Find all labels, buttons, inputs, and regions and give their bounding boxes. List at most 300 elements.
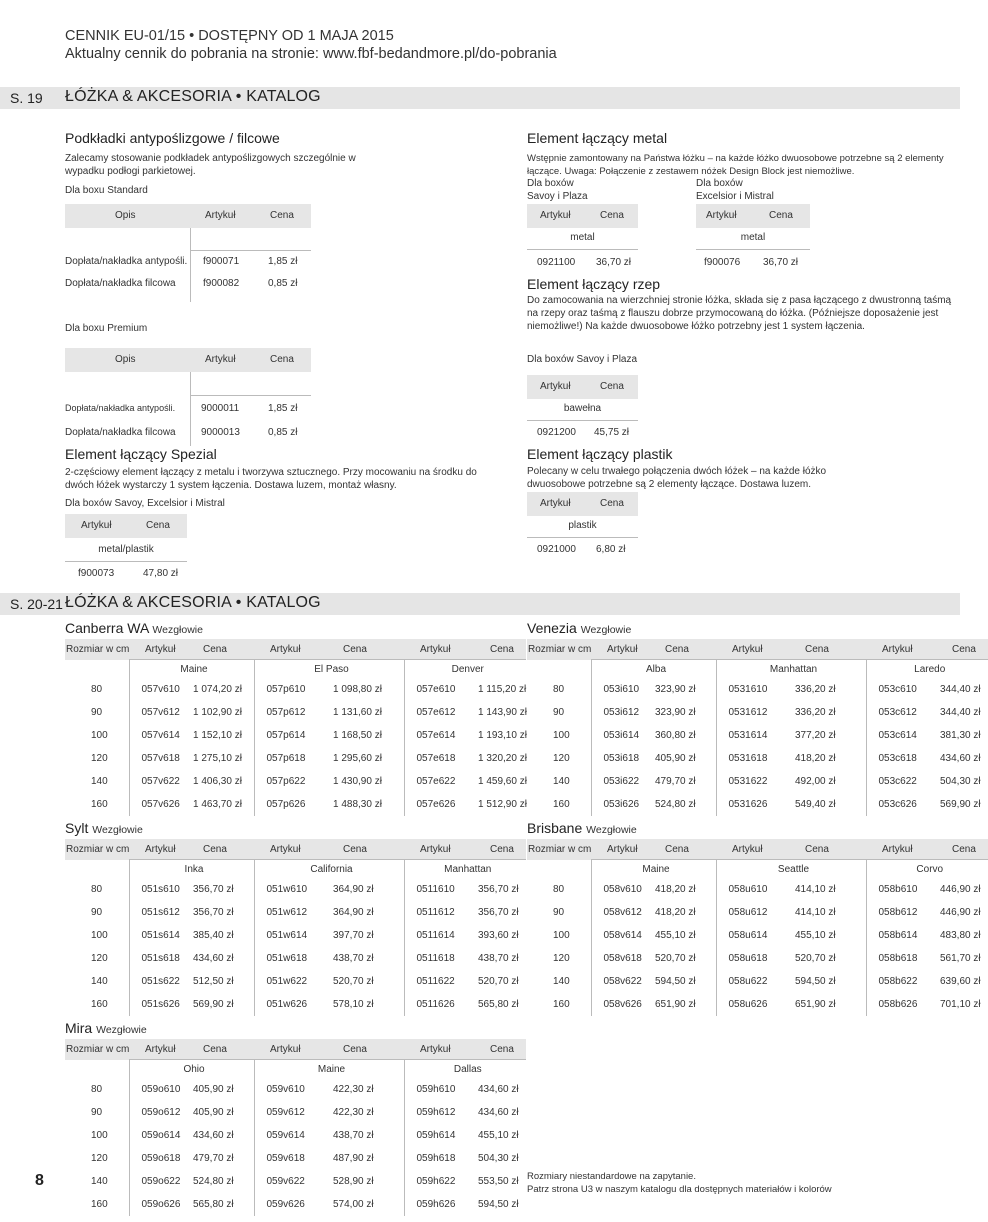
model-name: Denver [404, 660, 526, 679]
col-artykul: Artykuł [205, 210, 236, 221]
article-cell: 058v626 [591, 993, 651, 1016]
price-cell: 405,90 zł [193, 1084, 234, 1095]
size-cell: 80 [91, 884, 103, 895]
article-cell: 053c626 [866, 793, 938, 816]
price-cell: 455,10 zł [795, 930, 836, 941]
spezial-desc: 2-częściowy element łączący z metalu i tworzywa sztucznego. Przy mocowaniu na środku do dwóch łóżek wystarczy 1 system łączenia. Dostawa luzem, montaż własny. [65, 467, 477, 491]
col-artykul: Artykuł [404, 639, 476, 660]
article-cell: 058u610 [716, 878, 791, 901]
spezial-for: Dla boxów Savoy, Excelsior i Mistral [65, 498, 225, 509]
article-cell: 057p622 [254, 770, 329, 793]
price-cell: 574,00 zł [333, 1199, 374, 1210]
article-cell: 0531622 [716, 770, 791, 793]
model-name: Maine [254, 1060, 404, 1079]
article-cell: 057e626 [404, 793, 476, 816]
metal-right-header [696, 204, 810, 228]
plastik-material: plastik [568, 520, 597, 531]
price-cell: 446,90 zł [940, 884, 981, 895]
table-header-row [65, 839, 526, 860]
col-artykul: Artykuł [591, 639, 651, 660]
metal-right-art: f900076 [704, 257, 741, 268]
col-cena: Cena [938, 839, 988, 860]
article-cell: 053i610 [591, 678, 651, 701]
size-cell: 100 [91, 730, 108, 741]
article-cell: 059h618 [404, 1147, 476, 1170]
price-cell: 446,90 zł [940, 907, 981, 918]
divider [527, 420, 638, 421]
size-cell: 100 [91, 930, 108, 941]
price-cell: 336,20 zł [795, 684, 836, 695]
metal-left-label-2: Savoy i Plaza [527, 191, 588, 202]
divider [190, 395, 311, 396]
article-cell: 057v626 [129, 793, 189, 816]
price-cell: 1 488,30 zł [333, 799, 382, 810]
article-cell: 0531614 [716, 724, 791, 747]
size-cell: 140 [91, 776, 108, 787]
col-cena: Cena [600, 210, 624, 221]
article-cell: 059v626 [254, 1193, 329, 1216]
metal-left-material: metal [570, 232, 595, 243]
table-name: Canberra WA [65, 620, 149, 636]
price-cell: 520,70 zł [795, 953, 836, 964]
model-row [65, 860, 526, 879]
article-cell: 051w610 [254, 878, 329, 901]
empty-cell [65, 860, 129, 879]
col-artykul: Artykuł [540, 498, 571, 509]
article-cell: 059o610 [129, 1078, 189, 1101]
table-subtitle: Wezgłowie [92, 824, 143, 836]
price-cell: 356,70 zł [478, 907, 519, 918]
price-cell: 418,20 zł [655, 907, 696, 918]
price-cell: 565,80 zł [478, 999, 519, 1010]
price-cell: 512,50 zł [193, 976, 234, 987]
footnote-line-1: Rozmiary niestandardowe na zapytanie. [527, 1171, 696, 1182]
col-cena: Cena [791, 839, 866, 860]
table-title [65, 1020, 147, 1036]
table-row [65, 1124, 526, 1147]
col-artykul: Artykuł [540, 381, 571, 392]
size-cell: 80 [91, 1084, 103, 1095]
model-row [65, 1060, 526, 1079]
table-row [527, 701, 988, 724]
size-cell: 160 [91, 799, 108, 810]
premium-table-header [65, 348, 311, 372]
table-row [527, 770, 988, 793]
rzep-title: Element łączący rzep [527, 276, 661, 292]
table-row [527, 747, 988, 770]
price-table [65, 1039, 526, 1216]
table-row [65, 1147, 526, 1170]
premium-row-1-art: 9000011 [201, 403, 240, 414]
table-row [65, 993, 526, 1016]
price-cell: 594,50 zł [655, 976, 696, 987]
standard-row-2-opis: Dopłata/nakładka filcowa [65, 278, 176, 289]
article-cell: 059o622 [129, 1170, 189, 1193]
spezial-material: metal/plastik [98, 544, 154, 555]
section-title: ŁÓŻKA & AKCESORIA • KATALOG [65, 594, 321, 611]
model-name: Seattle [716, 860, 866, 879]
price-cell: 418,20 zł [795, 753, 836, 764]
price-cell: 520,70 zł [333, 976, 374, 987]
price-cell: 1 406,30 zł [193, 776, 242, 787]
col-cena: Cena [769, 210, 793, 221]
premium-row-1-opis: Dopłata/nakładka antypośli. [65, 403, 176, 413]
price-table [527, 639, 988, 816]
empty-cell [65, 660, 129, 679]
col-artykul: Artykuł [716, 839, 791, 860]
col-cena: Cena [189, 639, 254, 660]
col-cena: Cena [329, 639, 404, 660]
price-cell: 528,90 zł [333, 1176, 374, 1187]
col-artykul: Artykuł [205, 354, 236, 365]
price-cell: 504,30 zł [478, 1153, 519, 1164]
col-cena: Cena [938, 639, 988, 660]
article-cell: 058b614 [866, 924, 938, 947]
article-cell: 057v610 [129, 678, 189, 701]
price-cell: 323,90 zł [655, 684, 696, 695]
rzep-for: Dla boxów Savoy i Plaza [527, 354, 638, 365]
article-cell: 059v614 [254, 1124, 329, 1147]
article-cell: 051w618 [254, 947, 329, 970]
price-cell: 434,60 zł [193, 1130, 234, 1141]
size-cell: 140 [91, 1176, 108, 1187]
size-cell: 80 [553, 884, 565, 895]
price-cell: 434,60 zł [193, 953, 234, 964]
price-cell: 1 098,80 zł [333, 684, 382, 695]
price-cell: 438,70 zł [478, 953, 519, 964]
premium-row-2-art: 9000013 [201, 427, 240, 438]
table-header-row [527, 639, 988, 660]
col-cena: Cena [476, 839, 526, 860]
spezial-table-header [65, 514, 187, 538]
price-cell: 1 115,20 zł [478, 684, 527, 695]
article-cell: 051s626 [129, 993, 189, 1016]
price-cell: 434,60 zł [478, 1107, 519, 1118]
price-cell: 492,00 zł [795, 776, 836, 787]
table-title [527, 820, 637, 836]
price-cell: 1 463,70 zł [193, 799, 242, 810]
price-cell: 344,40 zł [940, 684, 981, 695]
col-cena: Cena [189, 1039, 254, 1060]
price-cell: 364,90 zł [333, 907, 374, 918]
article-cell: 059o614 [129, 1124, 189, 1147]
table-header-row [65, 639, 526, 660]
size-cell: 100 [553, 730, 570, 741]
plastik-desc: Polecany w celu trwałego połączenia dwóch łóżek – na każde łóżko dwuosobowe potrzebne są 2 elementy łączące. Dostawa luzem. [527, 466, 827, 490]
table-name: Sylt [65, 820, 89, 836]
footnote [527, 1170, 832, 1196]
col-artykul: Artykuł [404, 839, 476, 860]
price-cell: 414,10 zł [795, 884, 836, 895]
article-cell: 053i618 [591, 747, 651, 770]
table-subtitle: Wezgłowie [580, 624, 632, 636]
price-cell: 405,90 zł [193, 1107, 234, 1118]
size-cell: 100 [91, 1130, 108, 1141]
price-cell: 377,20 zł [795, 730, 836, 741]
metal-right-label-1: Dla boxów [696, 178, 743, 189]
article-cell: 053i614 [591, 724, 651, 747]
table-header-row [65, 1039, 526, 1060]
metal-title: Element łączący metal [527, 130, 668, 146]
col-artykul: Artykuł [129, 639, 189, 660]
price-cell: 487,90 zł [333, 1153, 374, 1164]
size-cell: 140 [91, 976, 108, 987]
price-cell: 651,90 zł [795, 999, 836, 1010]
table-row [65, 1101, 526, 1124]
article-cell: 053c612 [866, 701, 938, 724]
catalog-header [65, 27, 557, 63]
price-cell: 364,90 zł [333, 884, 374, 895]
table-row [527, 970, 988, 993]
rzep-art: 0921200 [537, 427, 576, 438]
price-cell: 336,20 zł [795, 707, 836, 718]
article-cell: 057e612 [404, 701, 476, 724]
size-cell: 90 [91, 907, 103, 918]
article-cell: 0511612 [404, 901, 476, 924]
price-cell: 1 143,90 zł [478, 707, 527, 718]
empty-cell [65, 1060, 129, 1079]
price-cell: 323,90 zł [655, 707, 696, 718]
article-cell: 053i612 [591, 701, 651, 724]
spezial-art: f900073 [78, 568, 115, 579]
col-rozmiar: Rozmiar w cm [65, 639, 129, 660]
col-artykul: Artykuł [254, 1039, 329, 1060]
article-cell: 057e614 [404, 724, 476, 747]
col-cena: Cena [329, 1039, 404, 1060]
col-cena: Cena [600, 498, 624, 509]
col-artykul: Artykuł [254, 639, 329, 660]
price-cell: 701,10 zł [940, 999, 981, 1010]
table-subtitle: Wezgłowie [152, 624, 203, 636]
article-cell: 051s614 [129, 924, 189, 947]
article-cell: 051s612 [129, 901, 189, 924]
table-title [527, 620, 631, 636]
table-row [65, 1170, 526, 1193]
plastik-title: Element łączący plastik [527, 446, 673, 462]
article-cell: 059o618 [129, 1147, 189, 1170]
price-cell: 524,80 zł [655, 799, 696, 810]
price-cell: 422,30 zł [333, 1107, 374, 1118]
divider [190, 228, 191, 302]
article-cell: 051w614 [254, 924, 329, 947]
table-row [65, 747, 526, 770]
price-cell: 1 168,50 zł [333, 730, 382, 741]
article-cell: 0511610 [404, 878, 476, 901]
table-row [65, 878, 526, 901]
price-cell: 434,60 zł [478, 1084, 519, 1095]
table-row [527, 878, 988, 901]
article-cell: 058b626 [866, 993, 938, 1016]
col-artykul: Artykuł [866, 639, 938, 660]
table-name: Venezia [527, 620, 577, 636]
col-artykul: Artykuł [706, 210, 737, 221]
price-cell: 1 102,90 zł [193, 707, 242, 718]
size-cell: 120 [553, 753, 570, 764]
price-cell: 479,70 zł [193, 1153, 234, 1164]
article-cell: 057e618 [404, 747, 476, 770]
table-row [65, 678, 526, 701]
plastik-header [527, 492, 638, 516]
article-cell: 059h614 [404, 1124, 476, 1147]
price-cell: 344,40 zł [940, 707, 981, 718]
col-cena: Cena [651, 839, 716, 860]
table-subtitle: Wezgłowie [586, 824, 637, 836]
size-cell: 120 [91, 1153, 108, 1164]
page-ref: S. 20-21 [10, 596, 63, 612]
rzep-desc: Do zamocowania na wierzchniej stronie łóżka, składa się z pasa łączącego z dwustronną taśmą na rzepy oraz taśmą z flauszu dobrze przymocowaną do łóżka. (Późniejsze doposażenie jest niemożliwe!) Na każde dwuosobowe łóżko potrzebny jest 1 system łączenia. [527, 295, 952, 332]
size-cell: 90 [91, 1107, 103, 1118]
price-cell: 1 295,60 zł [333, 753, 382, 764]
price-cell: 381,30 zł [940, 730, 981, 741]
article-cell: 057p612 [254, 701, 329, 724]
rzep-cena: 45,75 zł [594, 427, 630, 438]
price-cell: 594,50 zł [795, 976, 836, 987]
col-cena: Cena [476, 1039, 526, 1060]
article-cell: 058v622 [591, 970, 651, 993]
article-cell: 059o626 [129, 1193, 189, 1216]
price-cell: 561,70 zł [940, 953, 981, 964]
model-row [527, 660, 988, 679]
table-row [527, 678, 988, 701]
article-cell: 058u626 [716, 993, 791, 1016]
price-cell: 578,10 zł [333, 999, 374, 1010]
price-cell: 553,50 zł [478, 1176, 519, 1187]
divider [696, 249, 810, 250]
article-cell: 059o612 [129, 1101, 189, 1124]
col-cena: Cena [146, 520, 170, 531]
size-cell: 160 [91, 1199, 108, 1210]
col-cena: Cena [189, 839, 254, 860]
model-name: Maine [591, 860, 716, 879]
divider [527, 537, 638, 538]
price-cell: 385,40 zł [193, 930, 234, 941]
price-cell: 520,70 zł [655, 953, 696, 964]
article-cell: 058u612 [716, 901, 791, 924]
divider [527, 249, 638, 250]
col-artykul: Artykuł [129, 839, 189, 860]
col-rozmiar: Rozmiar w cm [65, 1039, 129, 1060]
premium-label: Dla boxu Premium [65, 323, 148, 334]
article-cell: 057p618 [254, 747, 329, 770]
footnote-line-2: Patrz strona U3 w naszym katalogu dla dostępnych materiałów i kolorów [527, 1184, 832, 1195]
col-rozmiar: Rozmiar w cm [527, 639, 591, 660]
size-cell: 160 [553, 799, 570, 810]
size-cell: 120 [91, 753, 108, 764]
col-artykul: Artykuł [540, 210, 571, 221]
standard-table-header [65, 204, 311, 228]
model-row [527, 860, 988, 879]
price-cell: 438,70 zł [333, 1130, 374, 1141]
article-cell: 058v612 [591, 901, 651, 924]
article-cell: 059h622 [404, 1170, 476, 1193]
standard-row-1-opis: Dopłata/nakładka antypośli. [65, 256, 188, 267]
col-rozmiar: Rozmiar w cm [65, 839, 129, 860]
page-number: 8 [35, 1172, 44, 1189]
table-row [65, 770, 526, 793]
size-cell: 140 [553, 776, 570, 787]
article-cell: 057p610 [254, 678, 329, 701]
price-cell: 414,10 zł [795, 907, 836, 918]
rzep-header [527, 375, 638, 399]
divider [190, 250, 311, 251]
table-row [65, 901, 526, 924]
article-cell: 058b618 [866, 947, 938, 970]
article-cell: 051w626 [254, 993, 329, 1016]
article-cell: 051w612 [254, 901, 329, 924]
model-row [65, 660, 526, 679]
price-cell: 356,70 zł [478, 884, 519, 895]
col-opis: Opis [115, 210, 136, 221]
size-cell: 120 [91, 953, 108, 964]
size-cell: 140 [553, 976, 570, 987]
price-cell: 438,70 zł [333, 953, 374, 964]
article-cell: 059v612 [254, 1101, 329, 1124]
size-cell: 90 [553, 707, 565, 718]
price-cell: 1 320,20 zł [478, 753, 527, 764]
article-cell: 058v614 [591, 924, 651, 947]
article-cell: 059h626 [404, 1193, 476, 1216]
price-cell: 1 074,20 zł [193, 684, 242, 695]
price-cell: 455,10 zł [655, 930, 696, 941]
price-table [527, 839, 988, 1016]
article-cell: 053c622 [866, 770, 938, 793]
price-cell: 434,60 zł [940, 753, 981, 764]
table-name: Mira [65, 1020, 93, 1036]
col-cena: Cena [600, 381, 624, 392]
article-cell: 057v614 [129, 724, 189, 747]
table-row [65, 793, 526, 816]
table-row [65, 947, 526, 970]
article-cell: 058b610 [866, 878, 938, 901]
price-cell: 422,30 zł [333, 1084, 374, 1095]
model-name: Corvo [866, 860, 988, 879]
podkladki-desc: Zalecamy stosowanie podkładek antypoślizgowych szczególnie w wypadku podłogi parkietowej. [65, 153, 356, 177]
size-cell: 160 [553, 999, 570, 1010]
metal-left-label-1: Dla boxów [527, 178, 574, 189]
price-cell: 1 430,90 zł [333, 776, 382, 787]
price-cell: 504,30 zł [940, 776, 981, 787]
model-name: Manhattan [716, 660, 866, 679]
section-band-1 [0, 87, 960, 109]
price-cell: 356,70 zł [193, 884, 234, 895]
premium-row-2-opis: Dopłata/nakładka filcowa [65, 427, 176, 438]
rzep-material: bawełna [563, 403, 602, 414]
plastik-art: 0921000 [537, 544, 576, 555]
article-cell: 051s622 [129, 970, 189, 993]
table-row [527, 793, 988, 816]
table-row [65, 701, 526, 724]
table-header-row [527, 839, 988, 860]
metal-desc: Wstępnie zamontowany na Państwa łóżku – na każde łóżko dwuosobowe potrzebne są 2 elementy łączące. Uwaga: Połączenie z zestawem nóżek Design Block jest niemożliwe. [527, 153, 944, 177]
premium-row-1-cena: 1,85 zł [268, 403, 298, 414]
article-cell: 059h612 [404, 1101, 476, 1124]
model-name: Inka [129, 860, 254, 879]
col-cena: Cena [270, 210, 294, 221]
article-cell: 0511618 [404, 947, 476, 970]
col-opis: Opis [115, 354, 136, 365]
price-cell: 569,90 zł [940, 799, 981, 810]
price-cell: 393,60 zł [478, 930, 519, 941]
price-cell: 455,10 zł [478, 1130, 519, 1141]
price-cell: 524,80 zł [193, 1176, 234, 1187]
section-title: ŁÓŻKA & AKCESORIA • KATALOG [65, 88, 321, 105]
size-cell: 90 [91, 707, 103, 718]
table-row [65, 924, 526, 947]
divider [190, 372, 191, 446]
price-cell: 1 512,90 zł [478, 799, 527, 810]
table-row [527, 724, 988, 747]
article-cell: 053i622 [591, 770, 651, 793]
